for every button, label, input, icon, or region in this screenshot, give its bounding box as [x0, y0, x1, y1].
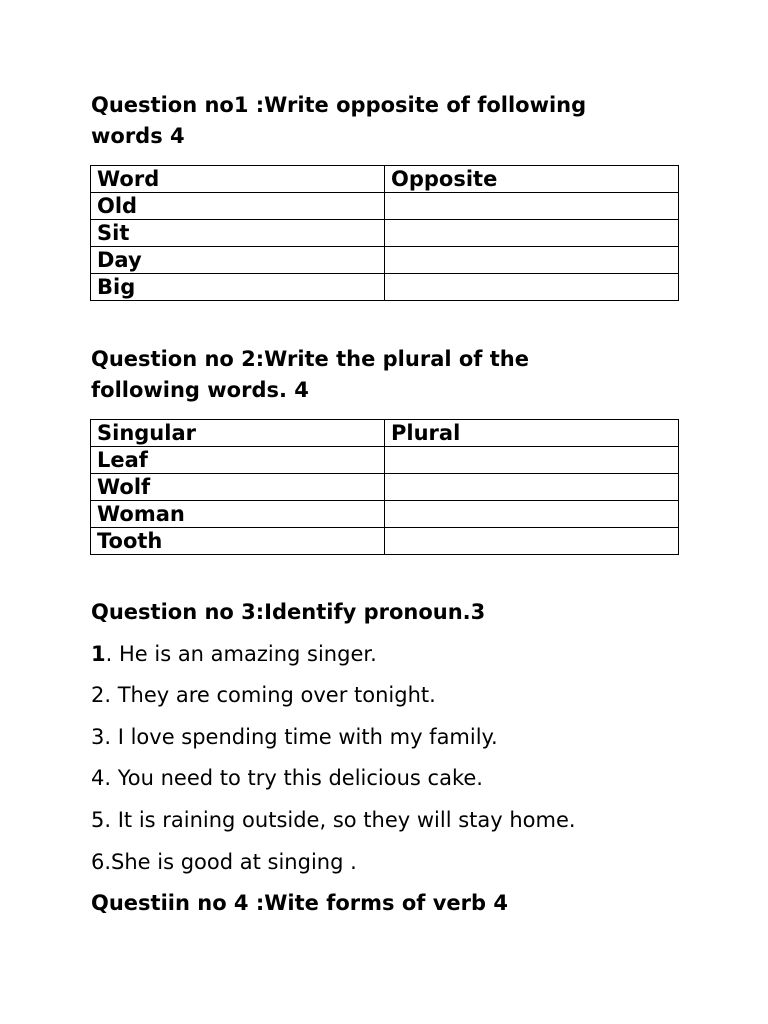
singular-cell: Leaf — [91, 447, 385, 474]
question-2-heading — [91, 344, 651, 406]
pronoun-sentence — [91, 807, 576, 833]
table-row — [91, 528, 679, 555]
column-header-singular: Singular — [91, 420, 385, 447]
word-cell: Sit — [91, 220, 385, 247]
plural-answer-cell[interactable] — [385, 447, 679, 474]
sentence-text: 6.She is good at singing . — [91, 850, 357, 874]
table-header-row — [91, 420, 679, 447]
table-row — [91, 193, 679, 220]
question-1-heading — [91, 90, 651, 152]
plural-answer-cell[interactable] — [385, 474, 679, 501]
opposite-answer-cell[interactable] — [385, 274, 679, 301]
sentence-text: 2. They are coming over tonight. — [91, 683, 436, 707]
opposite-answer-cell[interactable] — [385, 193, 679, 220]
question-2-heading-line-2: following words. 4 — [91, 378, 309, 402]
sentence-text: 5. It is raining outside, so they will stay home. — [91, 808, 576, 832]
table-row — [91, 274, 679, 301]
singular-cell: Tooth — [91, 528, 385, 555]
sentence-text: 3. I love spending time with my family. — [91, 725, 498, 749]
table-row — [91, 501, 679, 528]
question-1-heading-line-1: Question no1 :Write opposite of following — [91, 93, 587, 117]
singular-cell: Woman — [91, 501, 385, 528]
pronoun-sentence — [91, 724, 498, 750]
word-cell: Big — [91, 274, 385, 301]
table-row — [91, 474, 679, 501]
table-row — [91, 247, 679, 274]
opposites-table — [90, 165, 679, 301]
plurals-table — [90, 419, 679, 555]
question-4-heading: Questiin no 4 :Wite forms of verb 4 — [91, 891, 508, 915]
pronoun-sentence — [91, 682, 436, 708]
column-header-opposite: Opposite — [385, 166, 679, 193]
word-cell: Old — [91, 193, 385, 220]
sentence-number: 1 — [91, 642, 106, 666]
table-row — [91, 447, 679, 474]
singular-cell: Wolf — [91, 474, 385, 501]
opposite-answer-cell[interactable] — [385, 247, 679, 274]
question-1-heading-line-2: words 4 — [91, 124, 185, 148]
word-cell: Day — [91, 247, 385, 274]
table-row — [91, 220, 679, 247]
plural-answer-cell[interactable] — [385, 528, 679, 555]
question-2-heading-line-1: Question no 2:Write the plural of the — [91, 347, 529, 371]
pronoun-sentence — [91, 765, 483, 791]
sentence-text: . He is an amazing singer. — [105, 642, 377, 666]
pronoun-sentence — [91, 641, 377, 667]
sentence-text: 4. You need to try this delicious cake. — [91, 766, 483, 790]
opposite-answer-cell[interactable] — [385, 220, 679, 247]
question-3-heading: Question no 3:Identify pronoun.3 — [91, 600, 486, 624]
column-header-plural: Plural — [385, 420, 679, 447]
pronoun-sentence — [91, 849, 357, 875]
table-header-row — [91, 166, 679, 193]
plural-answer-cell[interactable] — [385, 501, 679, 528]
column-header-word: Word — [91, 166, 385, 193]
